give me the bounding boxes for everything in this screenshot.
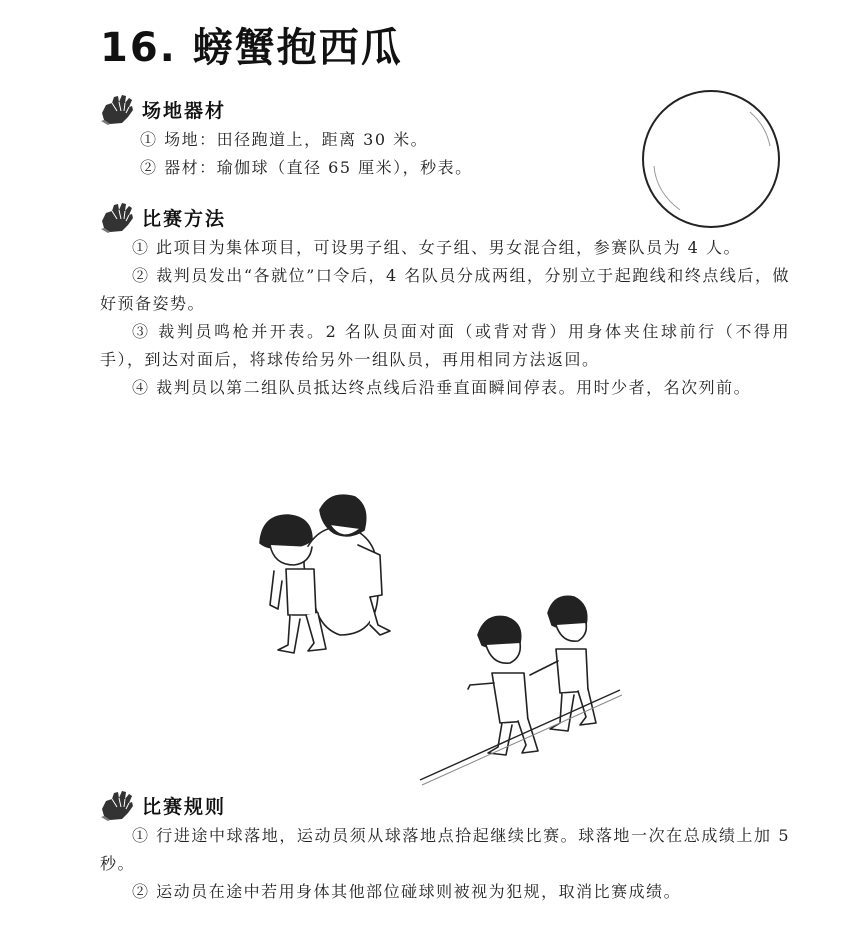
pointing-hand-icon bbox=[100, 789, 134, 821]
paragraph: ② 器材：瑜伽球（直径 65 厘米），秒表。 bbox=[140, 158, 473, 177]
section-title: 场地器材 bbox=[142, 99, 227, 122]
page-title: 16. 螃蟹抱西瓜 bbox=[100, 25, 403, 71]
pointing-hand-icon bbox=[100, 93, 134, 125]
paragraph: ② 运动员在途中若用身体其他部位碰球则被视为犯规，取消比赛成绩。 bbox=[132, 882, 682, 901]
section-heading bbox=[100, 788, 790, 822]
pointing-hand-icon bbox=[100, 201, 134, 233]
paragraph: ③ 裁判员鸣枪并开表。2 名队员面对面（或背对背）用身体夹住球前行（不得用手），到达对面后，将球传给另外一组队员，再用相同方法返回。 bbox=[100, 322, 790, 369]
section-competition-rules bbox=[100, 788, 790, 906]
section-competition-method bbox=[100, 200, 790, 402]
section-title: 比赛方法 bbox=[142, 207, 227, 230]
section-heading bbox=[100, 200, 790, 234]
paragraph: ① 行进途中球落地，运动员须从球落地点拾起继续比赛。球落地一次在总成绩上加 5 秒。 bbox=[100, 826, 790, 873]
paragraph: ② 裁判员发出“各就位”口令后，4 名队员分成两组，分别立于起跑线和终点线后，做好预备姿势。 bbox=[100, 266, 790, 313]
children-carrying-ball-illustration bbox=[230, 485, 630, 790]
paragraph: ① 场地：田径跑道上，距离 30 米。 bbox=[140, 130, 429, 149]
section-title: 比赛规则 bbox=[142, 795, 227, 818]
paragraph: ④ 裁判员以第二组队员抵达终点线后沿垂直面瞬间停表。用时少者，名次列前。 bbox=[132, 378, 752, 397]
paragraph: ① 此项目为集体项目，可设男子组、女子组、男女混合组，参赛队员为 4 人。 bbox=[132, 238, 741, 257]
